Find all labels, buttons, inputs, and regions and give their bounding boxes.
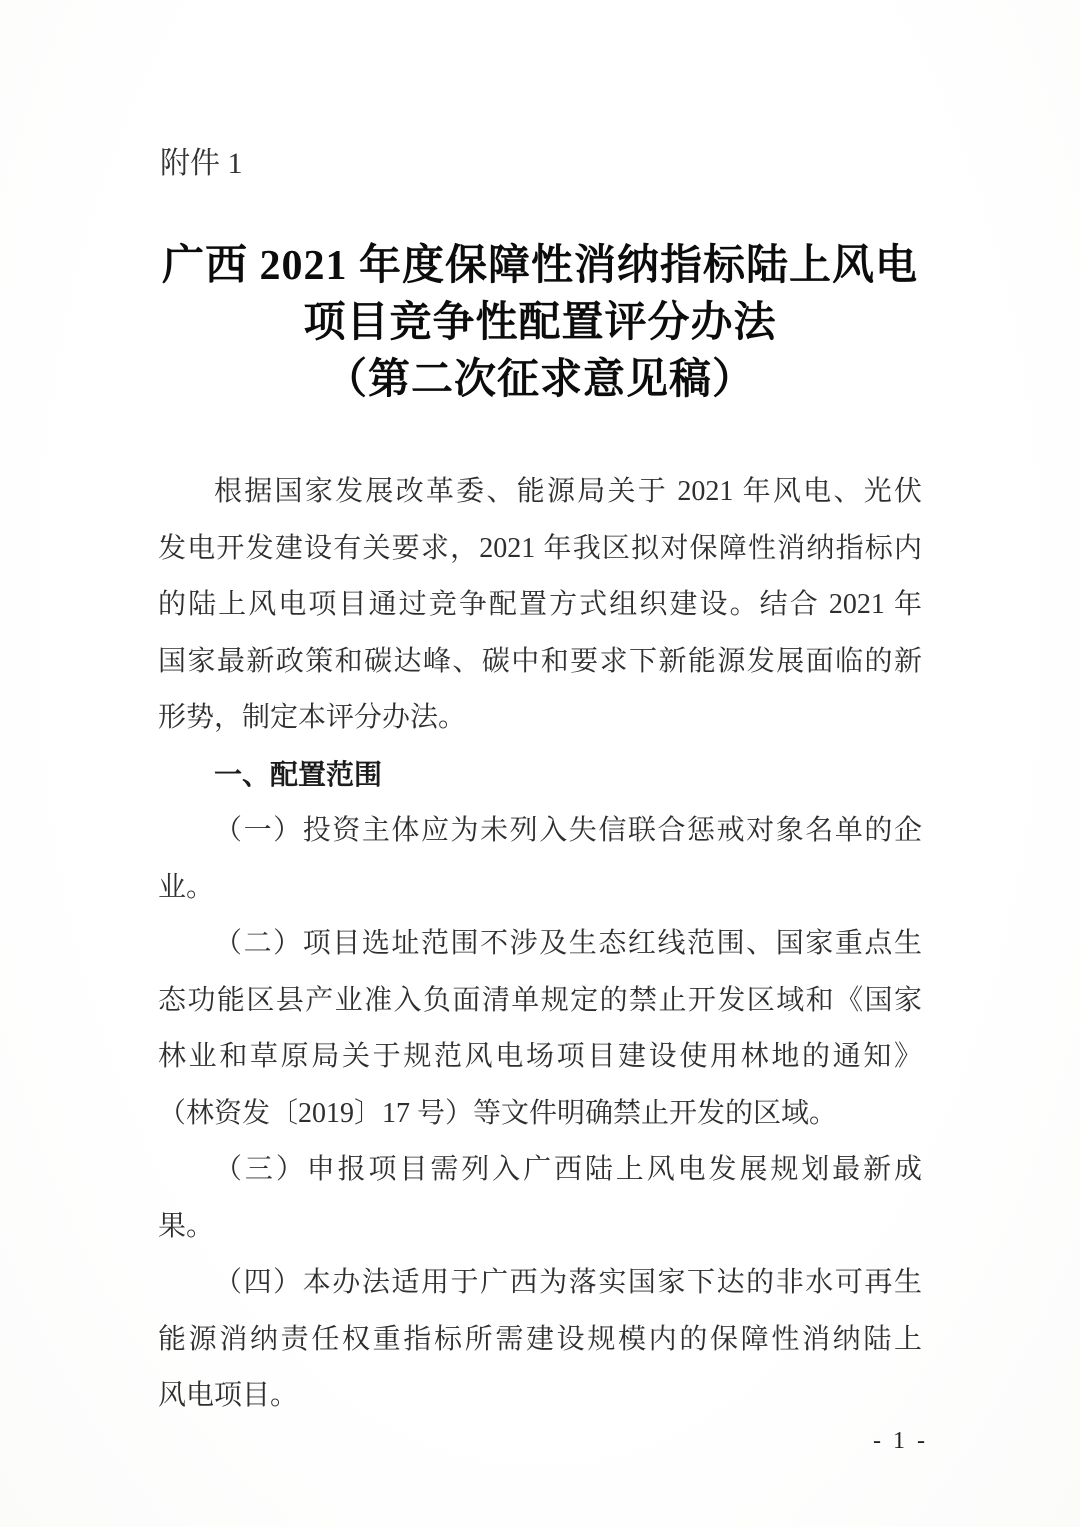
title-line-2: 项目竞争性配置评分办法: [303, 300, 777, 346]
paragraph-3-line-4: （林资发〔2019〕17 号）等文件明确禁止开发的区域。: [158, 1097, 838, 1129]
paragraph-3-line-1: （二）项目选址范围不涉及生态红线范围、国家重点生: [214, 928, 922, 959]
paragraph-4-line-2: 果。: [158, 1210, 215, 1242]
document-title: [0, 238, 1080, 409]
title-line-1: 广西 2021 年度保障性消纳指标陆上风电: [161, 243, 918, 289]
section-heading-1: 一、配置范围: [214, 758, 383, 790]
paragraph-5-line-1: （四）本办法适用于广西为落实国家下达的非水可再生: [214, 1267, 922, 1298]
paragraph-5-line-3: 风电项目。: [158, 1380, 299, 1411]
page-number: - 1 -: [873, 1428, 928, 1454]
paragraph-1-line-2: 发电开发建设有关要求，2021 年我区拟对保障性消纳指标内: [158, 532, 922, 564]
paragraph-5-line-2: 能源消纳责任权重指标所需建设规模内的保障性消纳陆上: [158, 1323, 922, 1355]
document-body: [158, 464, 922, 1425]
paragraph-2-line-2: 业。: [158, 871, 215, 903]
attachment-label: 附件 1: [160, 147, 243, 180]
paragraph-1-line-3: 的陆上风电项目通过竞争配置方式组织建设。结合 2021 年: [158, 589, 922, 620]
title-line-3: （第二次征求意见稿）: [324, 357, 755, 403]
paragraph-1-line-4: 国家最新政策和碳达峰、碳中和要求下新能源发展面临的新: [158, 645, 922, 677]
paragraph-3-line-3: 林业和草原局关于规范风电场项目建设使用林地的通知》: [158, 1041, 922, 1072]
paragraph-2-line-1: （一）投资主体应为未列入失信联合惩戒对象名单的企: [214, 815, 922, 846]
paragraph-1-line-5: 形势，制定本评分办法。: [158, 702, 467, 733]
paragraph-1-line-1: 根据国家发展改革委、能源局关于 2021 年风电、光伏: [214, 476, 922, 507]
paragraph-3-line-2: 态功能区县产业准入负面清单规定的禁止开发区域和《国家: [158, 984, 922, 1016]
paragraph-4-line-1: （三）申报项目需列入广西陆上风电发展规划最新成: [214, 1154, 922, 1185]
